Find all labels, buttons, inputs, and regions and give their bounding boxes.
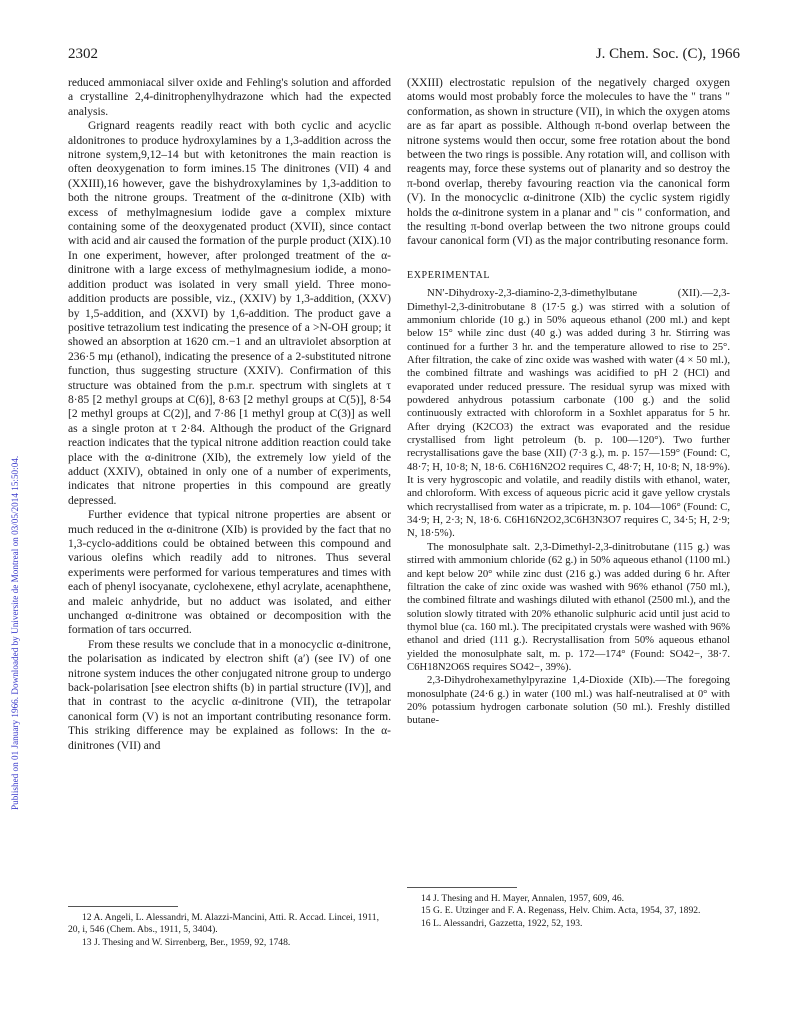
right-column <box>407 76 730 728</box>
left-paragraph-1: reduced ammoniacal silver oxide and Fehling's solution and afforded a crystalline 2,4-dinitrophenylhydrazone which had the expected analysis. <box>68 77 391 118</box>
footnote-16: 16 L. Alessandri, Gazzetta, 1922, 52, 193. <box>421 917 583 929</box>
footnote-12: 12 A. Angeli, L. Alessandri, M. Alazzi-Mancini, Atti. R. Accad. Lincei, 1911, 20, i, 546 (Chem. Abs., 1911, 5, 3404). <box>68 912 380 936</box>
download-watermark <box>8 160 22 820</box>
right-paragraph-3: The monosulphate salt. 2,3-Dimethyl-2,3-dinitrobutane (115 g.) was stirred with ammonium chloride (62 g.) in 50% aqueous ethanol (1100 ml.) and kept below 20° while zinc dust (216 g.) was added during 6 hr. After filtration the cake of zinc oxide was washed with 96% ethanol (750 ml.), the combined filtrate and washings diluted with ethanol (2500 ml.), and the solution slowly titrated with 20% ethanolic sulphuric acid until just acid to thymol blue (ca. 160 ml.). The precipitated crystals were washed with 96% ethanol and dried (111 g.). Recrystallisation from 50% aqueous ethanol yielded the monosulphate salt, m. p. 172—174° (Found: SO42−, 38·7. C6H18N2O6S requires SO42−, 39%). <box>407 540 730 673</box>
right-paragraph-1: (XXIII) electrostatic repulsion of the negatively charged oxygen atoms would most probably force the molecules to have the " trans " conformation, as shown in structure (VII), in which the oxygen atoms are as far apart as possible. Although π-bond overlap between the nitrone systems would then occur, some free rotation about the bond between the two rings is possible. Any rotation will, and collison with reagents may, force these systems out of planarity and so destroy the π-bond overlap, thereby favouring reaction via the canonical form (V). In the monocyclic α-dinitrone (XIb) the cyclic system rigidly holds the α-dinitrone system in a planar and " cis " conformation, and the resulting π-bond overlap between the two nitrone groups could favour canonical form (VI) as the major contributing resonance form. <box>407 77 730 248</box>
footnote-15: 15 G. E. Utzinger and F. A. Regenass, Helv. Chim. Acta, 1954, 37, 1892. <box>421 905 701 917</box>
page-number: 2302 <box>68 46 98 62</box>
footnotes-left <box>68 912 391 949</box>
footnote-14: 14 J. Thesing and H. Mayer, Annalen, 1957, 609, 46. <box>421 893 625 904</box>
right-paragraph-2: NN′-Dihydroxy-2,3-diamino-2,3-dimethylbutane (XII).—2,3-Dimethyl-2,3-dinitrobutane 8 (17·5 g.) was stirred with a solution of ammonium chloride (10 g.) in 50% aqueous ethanol (200 ml.) and kept below 15° while zinc dust (40 g.) was added during 3 hr. Stirring was continued for a further 3 hr. and the temperature allowed to rise to 25°. After filtration, the cake of zinc oxide was washed with water (4 × 50 ml.), the combined filtrate and washings was acidified to pH 2 (HCl) and evaporated under reduced pressure. The residual syrup was mixed with powdered anhydrous potassium carbonate (100 g.) and the solid continuously extracted with chloroform in a Soxhlet apparatus for 5 hr. After drying (K2CO3) the extract was evaporated and the residue crystallised from light petroleum (b. p. 100—120°). Two further recrystallisations gave the base (XII) (7·3 g.), m. p. 157—159° (Found: C, 48·7; H, 10·8; N, 18·6. C6H16N2O2 requires C, 48·7; H, 10·8; N, 18·9%). It is very hygroscopic and volatile, and readily distils with ethanol, water, and chloroform. With excess of aqueous picric acid it gave yellow crystals which recrystallised from water as a tripicrate, m. p. 104—106° (Found: C, 34·9; H, 2·3; N, 18·6. C6H16N2O2,3C6H3N3O7 requires C, 34·5; H, 2·9; N, 18·5%). <box>407 287 730 540</box>
footnote-rule-left <box>68 906 178 907</box>
footnote-rule-right <box>407 887 517 888</box>
download-watermark-text: Published on 01 January 1966. Downloaded by Universite de Montreal on 03/05/2014 15:50:04. <box>10 455 20 810</box>
right-paragraph-4: 2,3-Dihydrohexamethylpyrazine 1,4-Dioxide (XIb).—The foregoing monosulphate (24·6 g.) in water (100 ml.) was half-neutralised at 0° with 20% potassium hydrogen carbonate solution (50 ml.). Freshly distilled butane- <box>407 674 730 727</box>
left-paragraph-4: From these results we conclude that in a monocyclic α-dinitrone, the polarisation as indicated by electron shift (a′) (see IV) of one nitrone system induces the other conjugated nitrone group to undergo back-polarisation [see electron shifts (b) in partial structure (IV)], and that in contrast to the acyclic α-dinitrone (VII), the tetrapolar canonical form (V) is not an important contributing resonance form. This striking difference may be explained as follows: In the α-dinitrones (VII) and <box>68 638 391 752</box>
left-paragraph-3: Further evidence that typical nitrone properties are absent or much reduced in the α-dinitrone (XIb) is provided by the fact that no 1,3-cyclo-additions could be obtained between this compound and various olefins which readily add to nitrones. Thus several experiments were performed for various temperatures and times with each of phenyl isocyanate, cyclohexene, ethyl acrylate, acenaphthene, and maleic anhydride, but no adduct was isolated, and either unchanged α-dinitrone was obtained or decomposition with the formation of tars occurred. <box>68 509 391 637</box>
footnotes-right <box>407 893 730 930</box>
footnote-13: 13 J. Thesing and W. Sirrenberg, Ber., 1959, 92, 1748. <box>82 936 291 948</box>
left-paragraph-2: Grignard reagents readily react with both cyclic and acyclic aldonitrones to produce hydroxylamines by a 1,3-addition across the nitrone system,9,12–14 but with ketonitrones the main reaction is often deoxygenation to form imines.15 The dinitrones (VII) 4 and (XXIII),16 however, gave the bishydroxylamines by 1,3-addition to both the nitrone groups. Treatment of the α-dinitrone (XIb) with excess of methylmagnesium iodide gave a complex mixture containing some of the deoxygenated product (XVII), since contact with acid and air caused the formation of the purple product (XIX).10 In one experiment, however, after prolonged treatment of the α-dinitrone with a large excess of methylmagnesium iodide, a mono-addition product was isolated in very small yield. Three mono-addition products are possible, viz., (XXIV) by 1,3-addition, (XXV) by 1,5-addition, and (XXVI) by 1,6-addition. The product gave a positive tetrazolium test indicating the presence of a >N-OH group; it showed an absorption at 1620 cm.−1 and an ultraviolet absorption at 236·5 mμ (ethanol), indicating the presence of a 2-substituted nitrone function, thus suggesting structure (XXIV). Confirmation of this structure was obtained from the p.m.r. spectrum with singlets at τ 8·85 [2 methyl groups at C(6)], 8·63 [2 methyl groups at C(5)], 8·54 [2 methyl groups at C(2)], and 7·86 [1 methyl group at C(3)] as well as a single proton at τ 2·84. Although the product of the Grignard reaction indicates that the typical nitrone addition reaction could take place with the α-dinitrone (XIb), the extremely low yield of the adduct (XXIV), obtained in only one of a number of experiments, indicates that nitrone properties in this compound are greatly depressed. <box>68 120 391 507</box>
journal-header: J. Chem. Soc. (C), 1966 <box>595 46 740 62</box>
section-title: EXPERIMENTAL <box>407 269 491 281</box>
experimental-body <box>407 287 730 727</box>
left-column <box>68 76 391 753</box>
